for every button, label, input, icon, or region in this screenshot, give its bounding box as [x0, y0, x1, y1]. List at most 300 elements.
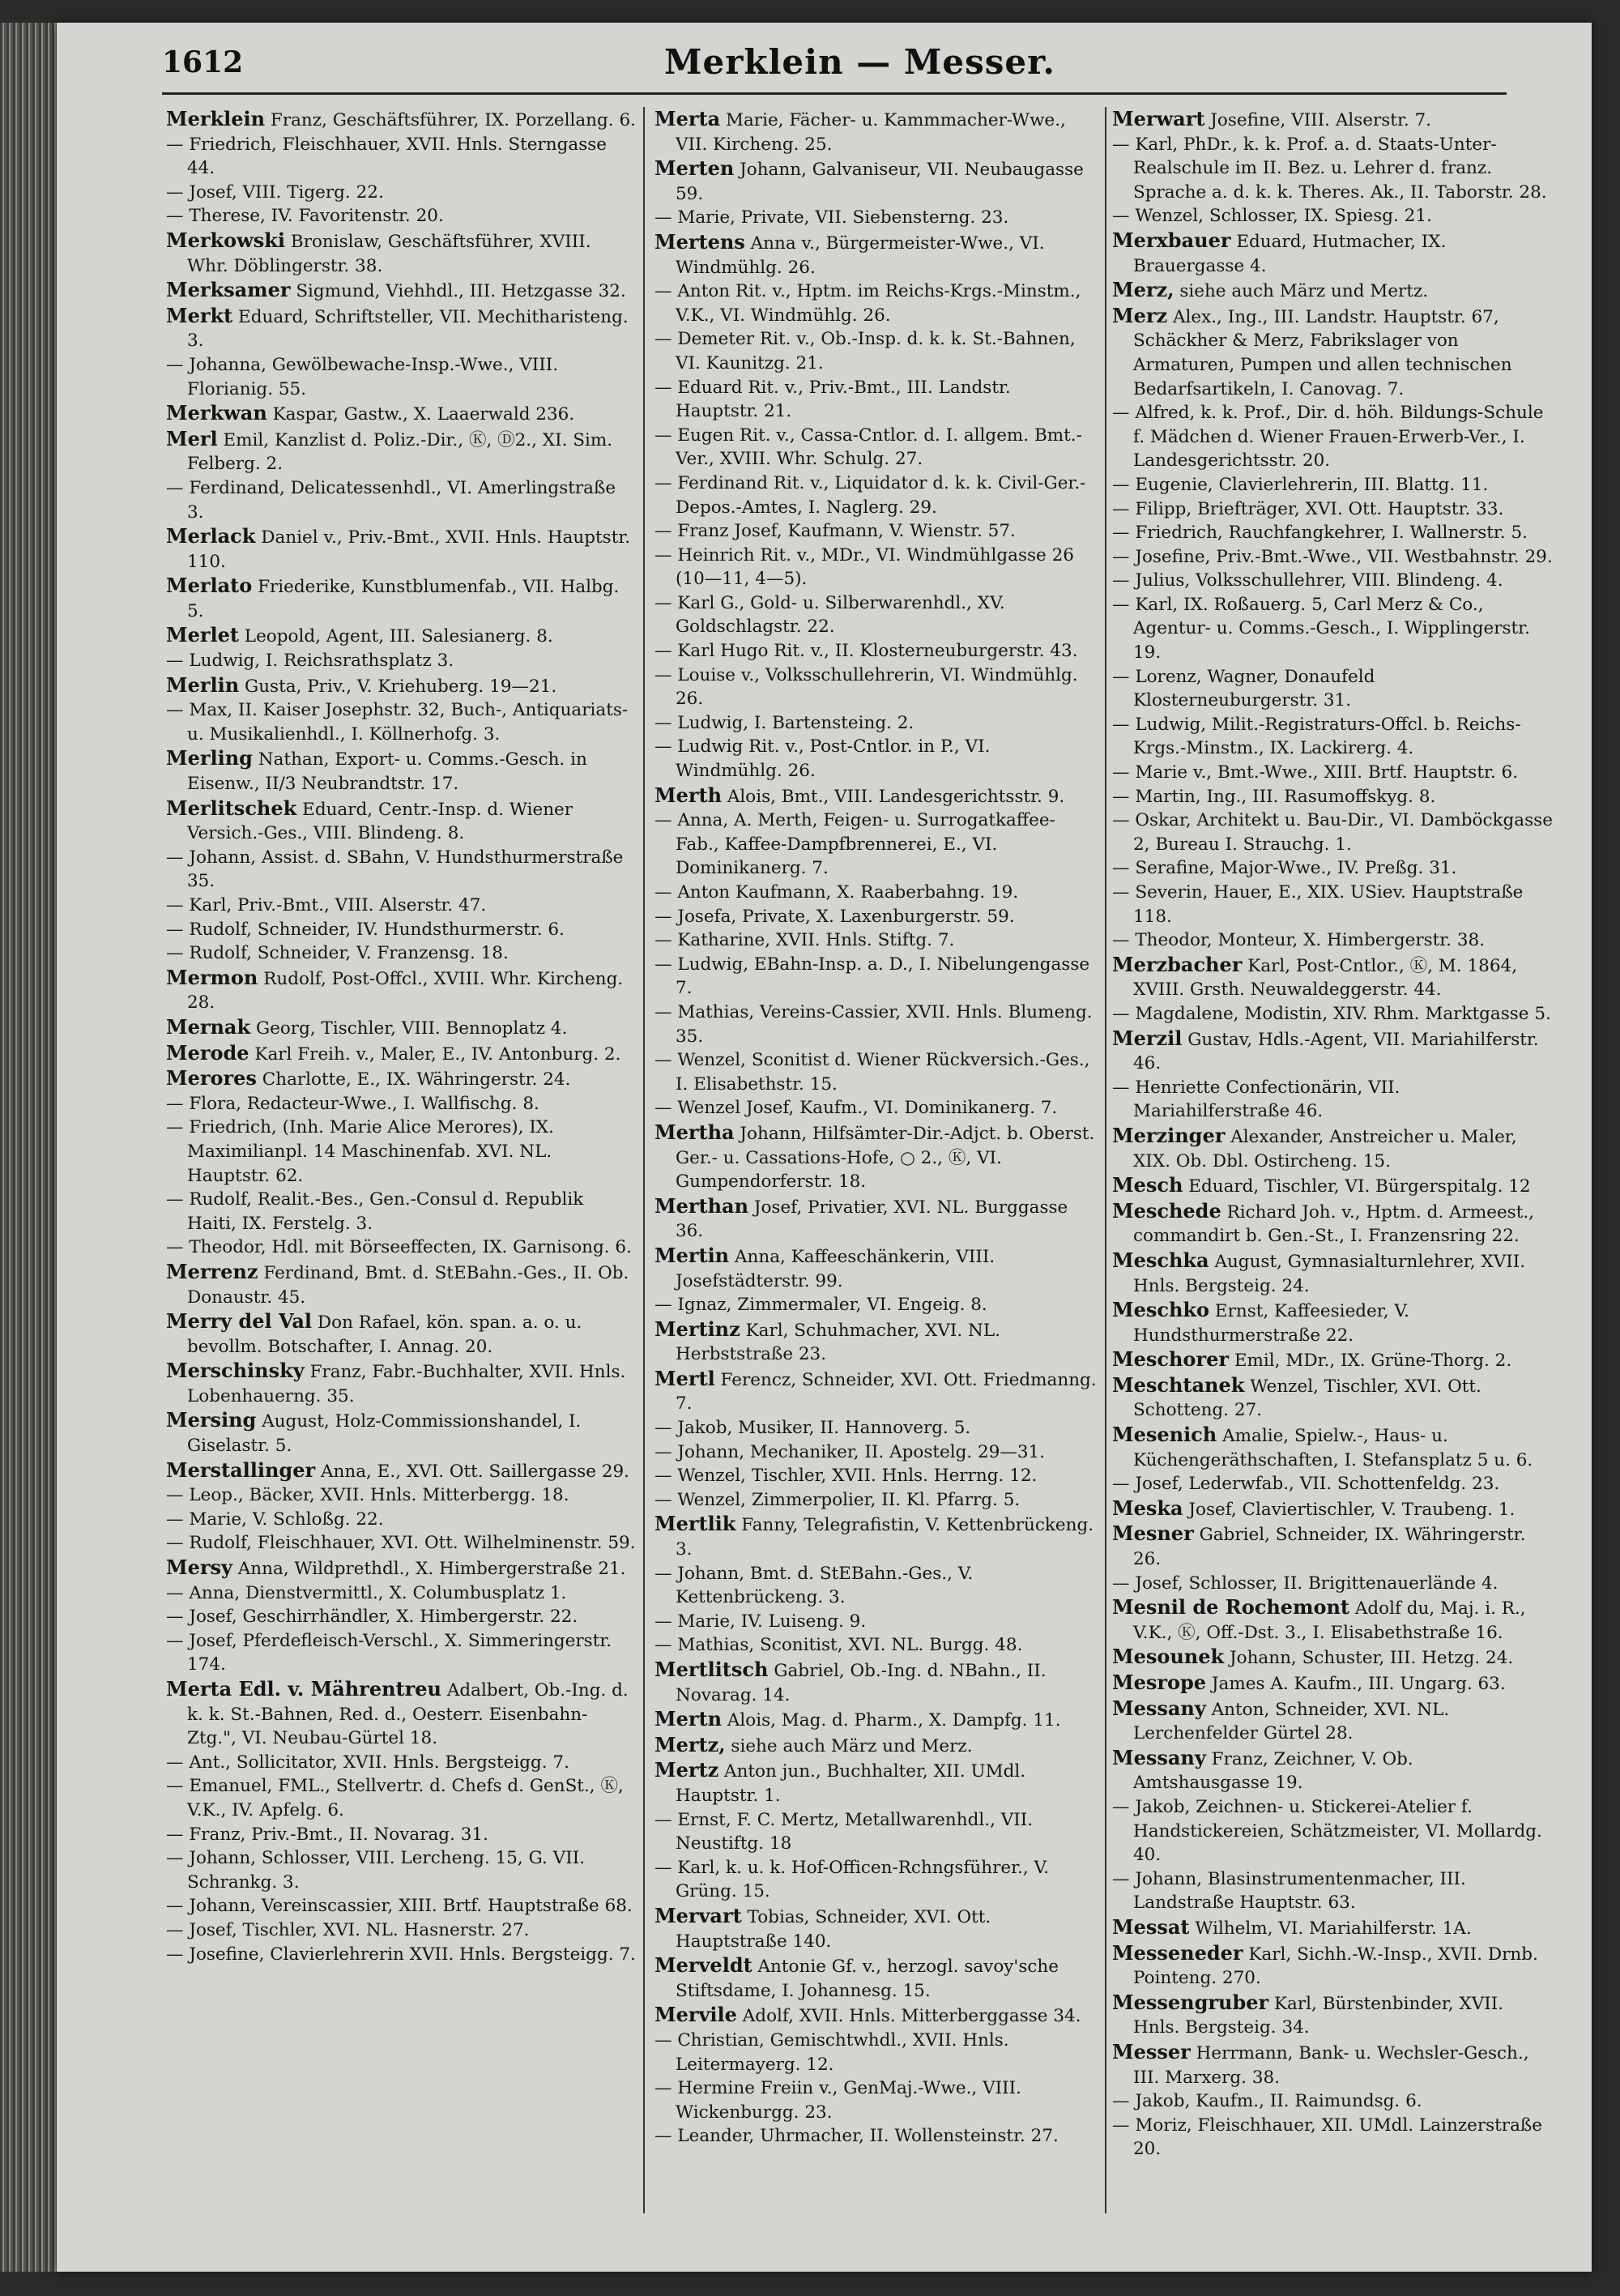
- entry-surname: Merta: [654, 107, 721, 130]
- directory-entry: [1112, 228, 1554, 278]
- directory-entry: [166, 623, 636, 649]
- directory-entry: [654, 1416, 1098, 1440]
- directory-entry: [166, 941, 636, 966]
- entry-details: — Josef, Lederwfab., VII. Schottenfeldg. 23.: [1112, 1474, 1500, 1495]
- entry-details: Alois, Bmt., VIII. Landesgerichtsstr. 9.: [727, 786, 1065, 807]
- directory-entry: [654, 2003, 1098, 2029]
- directory-entry: [166, 846, 636, 894]
- directory-entry: [1112, 1173, 1554, 1199]
- entry-details: — Demeter Rit. v., Ob.-Insp. d. k. k. St.-Bahnen, VI. Kaunitzg. 21.: [654, 329, 1076, 373]
- directory-entry: [654, 1633, 1098, 1658]
- entry-surname: Merling: [166, 746, 253, 770]
- entry-surname: Mertz: [654, 1758, 719, 1782]
- entry-surname: Merkowski: [166, 228, 286, 252]
- entry-surname: Mertens: [654, 229, 745, 254]
- entry-surname: Merzil: [1112, 1026, 1183, 1050]
- entry-details: Eduard, Schriftsteller, VII. Mechitharisteng. 3.: [187, 306, 629, 352]
- book-spine: [0, 23, 57, 2272]
- directory-entry: [654, 905, 1098, 929]
- directory-entry: [1112, 1423, 1554, 1472]
- entry-details: — Johann, Assist. d. SBahn, V. Hundsthurmerstraße 35.: [166, 847, 624, 892]
- entry-details: Emil, MDr., IX. Grüne-Thorg. 2.: [1234, 1351, 1512, 1372]
- entry-details: — Ludwig, I. Reichsrathsplatz 3.: [166, 651, 454, 672]
- directory-entry: [166, 401, 636, 427]
- entry-details: — Ferdinand Rit. v., Liquidator d. k. k. Civil-Ger.-Depos.-Amtes, I. Naglerg. 29.: [654, 472, 1086, 518]
- directory-entry: [654, 1658, 1098, 1707]
- entry-details: Karl, Bürstenbinder, XVII. Hnls. Bergsteig. 34.: [1133, 1993, 1504, 2038]
- entry-details: — Franz, Priv.-Bmt., II. Novarag. 31.: [166, 1824, 488, 1845]
- entry-surname: Merz,: [1112, 278, 1174, 302]
- directory-entry: [166, 278, 636, 304]
- directory-entry: [1112, 809, 1554, 856]
- entry-surname: Merlato: [166, 574, 253, 598]
- directory-entry: [654, 1707, 1098, 1733]
- entry-details: — Anton Kaufmann, X. Raaberbahng. 19.: [654, 882, 1019, 903]
- entry-details: — Ferdinand, Delicatessenhdl., VI. Amerlingstraße 3.: [166, 477, 616, 523]
- entry-details: Eduard, Centr.-Insp. d. Wiener Versich.-Ges., VIII. Blindeng. 8.: [187, 799, 573, 844]
- entry-surname: Messengruber: [1112, 1990, 1269, 2014]
- directory-entry: [1112, 1746, 1554, 1795]
- entry-surname: Mesch: [1112, 1173, 1183, 1197]
- entry-surname: Merschinsky: [166, 1359, 305, 1383]
- directory-entry: [654, 1733, 1098, 1759]
- entry-details: Sigmund, Viehhdl., III. Hetzgasse 32.: [296, 281, 626, 302]
- entry-surname: Merwart: [1112, 107, 1205, 130]
- directory-entry: [1112, 1521, 1554, 1571]
- entry-details: Alois, Mag. d. Pharm., X. Dampfg. 11.: [727, 1710, 1061, 1731]
- entry-details: Adolf du, Maj. i. R., V.K., Ⓚ, Off.-Dst. 3., I. Elisabethstraße 16.: [1133, 1598, 1526, 1643]
- entry-surname: Mesounek: [1112, 1645, 1225, 1669]
- directory-entry: [654, 1610, 1098, 1634]
- directory-entry: [654, 1001, 1098, 1048]
- directory-entry: [166, 1359, 636, 1408]
- entry-details: Johann, Schuster, III. Hetzg. 24.: [1230, 1648, 1514, 1669]
- entry-details: — Franz Josef, Kaufmann, V. Wienstr. 57.: [654, 521, 1016, 542]
- directory-entry: [654, 1488, 1098, 1513]
- entry-details: — Friedrich, Fleischhauer, XVII. Hnls. Sterngasse 44.: [166, 134, 607, 179]
- entry-surname: Merklein: [166, 107, 266, 130]
- directory-entry: [654, 280, 1098, 327]
- entry-surname: Merstallinger: [166, 1457, 316, 1482]
- entry-details: — Max, II. Kaiser Josephstr. 32, Buch-, Antiquariats- u. Musikalienhdl., I. Köllnerhofg. 3.: [166, 700, 629, 745]
- directory-entry: [654, 1048, 1098, 1096]
- entry-surname: Merxbauer: [1112, 228, 1231, 252]
- entry-details: Johann, Hilfsämter-Dir.-Adjct. b. Oberst. Ger.- u. Cassations-Hofe, ○ 2., Ⓚ, VI. Gumpendorferstr. 18.: [676, 1123, 1095, 1193]
- directory-entry: [1112, 665, 1554, 713]
- entry-surname: Meschka: [1112, 1248, 1209, 1272]
- entry-surname: Merksamer: [166, 278, 291, 302]
- directory-entry: [1112, 133, 1554, 205]
- directory-entry: [166, 746, 636, 796]
- entry-details: — Josef, VIII. Tigerg. 22.: [166, 181, 384, 203]
- entry-details: — Karl G., Gold- u. Silberwarenhdl., XV. Goldschlagstr. 22.: [654, 592, 1005, 638]
- entry-surname: Merkwan: [166, 401, 267, 425]
- entry-details: — Therese, IV. Favoritenstr. 20.: [166, 206, 444, 227]
- entry-details: Karl, Post-Cntlor., Ⓚ, M. 1864, XVIII. Grsth. Neuwaldeggerstr. 44.: [1133, 955, 1518, 1001]
- entry-details: — Karl, IX. Roßauerg. 5, Carl Merz & Co., Agentur- u. Comms.-Gesch., I. Wipplingerstr. 19.: [1112, 594, 1530, 664]
- directory-entry: [654, 1512, 1098, 1561]
- entry-details: — Johann, Bmt. d. StEBahn.-Ges., V. Kettenbrückeng. 3.: [654, 1563, 974, 1608]
- directory-entry: [654, 1096, 1098, 1120]
- directory-entry: [1112, 953, 1554, 1002]
- directory-entry: [1112, 2089, 1554, 2114]
- entry-details: — Anton Rit. v., Hptm. im Reichs-Krgs.-Minstm., V.K., VI. Windmühlg. 26.: [654, 281, 1081, 326]
- entry-details: — Karl, k. u. k. Hof-Officen-Rchngsführer., V. Grüng. 15.: [654, 1857, 1050, 1902]
- directory-entry: [654, 107, 1098, 156]
- entry-details: — Magdalene, Modistin, XIV. Rhm. Marktgasse 5.: [1112, 1003, 1551, 1024]
- directory-entry: [1112, 1572, 1554, 1596]
- entry-surname: Messany: [1112, 1745, 1206, 1769]
- directory-entry: [166, 1918, 636, 1943]
- directory-entry: [1112, 401, 1554, 473]
- directory-entry: [654, 1194, 1098, 1244]
- directory-entry: [654, 2076, 1098, 2124]
- directory-entry: [166, 204, 636, 228]
- directory-entry: [1112, 1124, 1554, 1173]
- directory-entry: [1112, 1002, 1554, 1026]
- directory-entry: [166, 894, 636, 918]
- entry-details: August, Gymnasialturnlehrer, XVII. Hnls. Bergsteig. 24.: [1133, 1251, 1526, 1296]
- entry-details: Eduard, Hutmacher, IX. Brauergasse 4.: [1133, 231, 1447, 276]
- entry-details: — Josefine, Clavierlehrerin XVII. Hnls. Bergsteigg. 7.: [166, 1944, 636, 1965]
- entry-details: — Lorenz, Wagner, Donaufeld Klosterneuburgerstr. 31.: [1112, 666, 1375, 711]
- entry-details: — Johann, Vereinscassier, XIII. Brtf. Hauptstraße 68.: [166, 1896, 633, 1917]
- entry-details: Charlotte, E., IX. Währingerstr. 24.: [262, 1069, 571, 1090]
- entry-surname: Merta Edl. v. Mährentreu: [166, 1677, 441, 1701]
- entry-details: — Johanna, Gewölbewache-Insp.-Wwe., VIII. Florianig. 55.: [166, 354, 559, 399]
- entry-details: — Moriz, Fleischhauer, XII. UMdl. Lainzerstraße 20.: [1112, 2115, 1542, 2160]
- entry-details: — Eugen Rit. v., Cassa-Cntlor. d. I. allgem. Bmt.-Ver., XVIII. Whr. Schulg. 27.: [654, 425, 1082, 470]
- directory-entry: [1112, 278, 1554, 304]
- entry-details: — Flora, Redacteur-Wwe., I. Wallfischg. 8.: [166, 1093, 539, 1114]
- directory-entry: [654, 156, 1098, 206]
- directory-entry: [166, 649, 636, 673]
- entry-surname: Merzbacher: [1112, 952, 1243, 976]
- directory-entry: [166, 796, 636, 846]
- entry-details: Anna, E., XVI. Ott. Saillergasse 29.: [320, 1461, 630, 1482]
- entry-details: — Ludwig, EBahn-Insp. a. D., I. Nibelungengasse 7.: [654, 954, 1090, 999]
- directory-entry: [654, 1808, 1098, 1856]
- entry-details: — Josef, Schlosser, II. Brigittenauerlände 4.: [1112, 1573, 1498, 1594]
- directory-entry: [654, 1120, 1098, 1194]
- directory-entry: [1112, 2040, 1554, 2089]
- entry-surname: Mertl: [654, 1366, 715, 1390]
- entry-details: — Ludwig, Milit.-Registraturs-Offcl. b. Reichs-Krgs.-Minstm., IX. Lackirerg. 4.: [1112, 714, 1521, 759]
- entry-surname: Meschko: [1112, 1298, 1210, 1322]
- directory-entry: [166, 1041, 636, 1067]
- entry-details: Daniel v., Priv.-Bmt., XVII. Hnls. Hauptstr. 110.: [187, 527, 631, 572]
- entry-surname: Merth: [654, 783, 723, 807]
- entry-surname: Mervile: [654, 2003, 737, 2027]
- entry-details: Friederike, Kunstblumenfab., VII. Halbg. 5.: [187, 577, 620, 621]
- directory-entry: [654, 664, 1098, 711]
- directory-entry: [654, 206, 1098, 230]
- page-title: Merklein — Messer.: [664, 42, 1055, 82]
- directory-entry: [166, 1092, 636, 1116]
- directory-entry: [654, 1293, 1098, 1317]
- entry-details: — Louise v., Volksschullehrerin, VI. Windmühlg. 26.: [654, 664, 1078, 710]
- entry-details: — Emanuel, FML., Stellvertr. d. Chefs d. GenSt., Ⓚ, V.K., IV. Apfelg. 6.: [166, 1776, 624, 1820]
- column-divider: [643, 107, 645, 2213]
- directory-entry: [654, 1758, 1098, 1807]
- entry-details: — Josef, Geschirrhändler, X. Himbergerstr. 22.: [166, 1607, 578, 1628]
- entry-details: Wilhelm, VI. Mariahilferstr. 1A.: [1195, 1918, 1472, 1939]
- entry-details: Adalbert, Ob.-Ing. d. k. k. St.-Bahnen, Red. d., Oesterr. Eisenbahn-Ztg.", VI. Neubau-Gürtel 18.: [187, 1680, 629, 1749]
- directory-entry: [1112, 1076, 1554, 1124]
- directory-entry: [1112, 569, 1554, 593]
- directory-entry: [654, 809, 1098, 881]
- directory-entry: [654, 881, 1098, 905]
- directory-entry: [654, 1244, 1098, 1293]
- entry-details: — Marie, Private, VII. Siebensterng. 23.: [654, 207, 1009, 228]
- entry-details: Leopold, Agent, III. Salesianerg. 8.: [244, 626, 553, 647]
- directory-entry: [654, 1856, 1098, 1904]
- directory-entry: [654, 953, 1098, 1001]
- entry-details: siehe auch März und Merz.: [731, 1735, 973, 1756]
- entry-surname: Mermon: [166, 965, 258, 989]
- entry-surname: Merlitschek: [166, 796, 297, 820]
- directory-entry: [1112, 1373, 1554, 1423]
- column-2: [654, 107, 1098, 2230]
- entry-surname: Meska: [1112, 1496, 1183, 1520]
- directory-entry: [166, 427, 636, 476]
- directory-entry: [1112, 928, 1554, 953]
- directory-entry: [166, 698, 636, 746]
- directory-entry: [654, 1367, 1098, 1416]
- directory-entry: [1112, 1472, 1554, 1496]
- entry-details: — Marie, IV. Luiseng. 9.: [654, 1611, 867, 1632]
- entry-surname: Merkt: [166, 303, 233, 327]
- directory-entry: [1112, 2114, 1554, 2162]
- directory-entry: [1112, 1991, 1554, 2040]
- directory-entry: [1112, 1867, 1554, 1915]
- entry-details: — Mathias, Vereins-Cassier, XVII. Hnls. Blumeng. 35.: [654, 1001, 1093, 1047]
- entry-surname: Mertz,: [654, 1732, 726, 1756]
- entry-surname: Merry del Val: [166, 1309, 313, 1334]
- entry-details: — Rudolf, Schneider, V. Franzensg. 18.: [166, 943, 509, 964]
- entry-details: Alex., Ing., III. Landstr. Hauptstr. 67, Schäckher & Merz, Fabrikslager von Armaturen, Pumpen und allen technischen Bedarfsartikeln, I. Canovag. 7.: [1133, 306, 1512, 399]
- entry-details: — Ignaz, Zimmermaler, VI. Engeig. 8.: [654, 1295, 987, 1316]
- directory-entry: [1112, 1496, 1554, 1522]
- entry-details: — Ernst, F. C. Mertz, Metallwarenhdl., VII. Neustiftg. 18: [654, 1809, 1034, 1854]
- directory-entry: [166, 574, 636, 623]
- entry-details: Ernst, Kaffeesieder, V. Hundsthurmerstraße 22.: [1133, 1301, 1409, 1346]
- directory-entry: [166, 1188, 636, 1235]
- directory-entry: [1112, 593, 1554, 665]
- entry-surname: Merz: [1112, 303, 1168, 327]
- entry-details: Anton, Schneider, XVI. NL. Lerchenfelder Gürtel 28.: [1133, 1699, 1450, 1744]
- entry-surname: Mertlitsch: [654, 1658, 769, 1681]
- directory-entry: [166, 228, 636, 278]
- entry-details: Don Rafael, kön. span. a. o. u. bevollm. Botschafter, I. Annag. 20.: [187, 1312, 582, 1357]
- entry-details: Emil, Kanzlist d. Poliz.-Dir., Ⓚ, Ⓓ2., XI. Sim. Felberg. 2.: [187, 429, 613, 475]
- directory-entry: [166, 304, 636, 353]
- page-header: [162, 42, 1134, 91]
- directory-entry: [1112, 1645, 1554, 1671]
- entry-details: Nathan, Export- u. Comms.-Gesch. in Eisenw., II/3 Neubrandtstr. 17.: [187, 749, 587, 795]
- column-1: [166, 107, 636, 2230]
- entry-details: Josefine, VIII. Alserstr. 7.: [1210, 110, 1432, 130]
- entry-details: — Karl, PhDr., k. k. Prof. a. d. Staats-Unter-Realschule im II. Bez. u. Lehrer d. franz. Sprache a. d. k. k. Theres. Ak., II. Taborstr. 28.: [1112, 134, 1547, 203]
- entry-surname: Merthan: [654, 1193, 749, 1218]
- directory-entry: [654, 928, 1098, 953]
- entry-details: Anna, Wildprethdl., X. Himbergerstraße 21.: [237, 1559, 626, 1580]
- entry-details: — Katharine, XVII. Hnls. Stiftg. 7.: [654, 930, 955, 951]
- directory-entry: [166, 1823, 636, 1847]
- entry-surname: Meschede: [1112, 1198, 1221, 1223]
- entry-details: — Theodor, Monteur, X. Himbergerstr. 38.: [1112, 930, 1486, 951]
- column-3: [1112, 107, 1554, 2230]
- directory-entry: [1112, 545, 1554, 570]
- directory-entry: [654, 544, 1098, 591]
- entry-details: Gustav, Hdls.-Agent, VII. Mariahilferstr. 46.: [1133, 1029, 1539, 1074]
- entry-surname: Merlack: [166, 524, 256, 548]
- entry-details: — Hermine Freiin v., GenMaj.-Wwe., VIII. Wickenburgg. 23.: [654, 2078, 1021, 2123]
- entry-details: — Johann, Mechaniker, II. Apostelg. 29—31.: [654, 1441, 1046, 1462]
- directory-entry: [654, 711, 1098, 736]
- entry-details: — Friedrich, Rauchfangkehrer, I. Wallnerstr. 5.: [1112, 523, 1528, 544]
- entry-details: Kaspar, Gastw., X. Laaerwald 236.: [272, 404, 575, 425]
- entry-details: Bronislaw, Geschäftsführer, XVIII. Whr. Döblingerstr. 38.: [187, 231, 591, 276]
- entry-details: Gabriel, Ob.-Ing. d. NBahn., II. Novarag. 14.: [676, 1661, 1047, 1705]
- entry-details: Amalie, Spielw.-, Haus- u. Küchengeräthschaften, I. Stefansplatz 5 u. 6.: [1133, 1426, 1533, 1470]
- entry-details: — Eduard Rit. v., Priv.-Bmt., III. Landstr. Hauptstr. 21.: [654, 377, 1011, 422]
- entry-surname: Merrenz: [166, 1259, 258, 1283]
- directory-entry: [1112, 1347, 1554, 1373]
- directory-entry: [1112, 304, 1554, 401]
- directory-entry: [166, 1309, 636, 1359]
- directory-entry: [166, 966, 636, 1015]
- entry-details: Anton jun., Buchhalter, XII. UMdl. Hauptstr. 1.: [676, 1761, 1026, 1806]
- entry-details: — Josefine, Priv.-Bmt.-Wwe., VII. Westbahnstr. 29.: [1112, 546, 1553, 567]
- entry-details: Ferdinand, Bmt. d. StEBahn.-Ges., II. Ob. Donaustr. 45.: [187, 1262, 629, 1308]
- directory-entry: [654, 424, 1098, 472]
- entry-details: Anna v., Bürgermeister-Wwe., VI. Windmühlg. 26.: [676, 233, 1045, 278]
- directory-entry: [1112, 473, 1554, 497]
- entry-details: — Karl Hugo Rit. v., II. Klosterneuburgerstr. 43.: [654, 641, 1078, 662]
- entry-details: — Julius, Volksschullehrer, VIII. Blindeng. 4.: [1112, 570, 1503, 591]
- entry-details: — Anna, A. Merth, Feigen- u. Surrogatkaffee-Fab., Kaffee-Dampfbrennerei, E., VI. Dominikanerg. 7.: [654, 810, 1055, 879]
- directory-entry: [1112, 1671, 1554, 1696]
- entry-surname: Mertin: [654, 1243, 730, 1267]
- directory-entry: [166, 1066, 636, 1092]
- entry-details: — Rudolf, Realit.-Bes., Gen.-Consul d. Republik Haiti, IX. Ferstelg. 3.: [166, 1189, 584, 1234]
- directory-entry: [654, 327, 1098, 375]
- entry-details: — Rudolf, Fleischhauer, XVI. Ott. Wilhelminenstr. 59.: [166, 1533, 636, 1554]
- directory-entry: [654, 1953, 1098, 2003]
- entry-surname: Merlet: [166, 623, 239, 647]
- entry-details: — Christian, Gemischtwhdl., XVII. Hnls. Leitermayerg. 12.: [654, 2029, 1009, 2075]
- entry-details: Ferencz, Schneider, XVI. Ott. Friedmanng. 7.: [676, 1369, 1097, 1415]
- entry-details: Eduard, Tischler, VI. Bürgerspitalg. 12: [1188, 1176, 1531, 1197]
- directory-entry: [166, 1235, 636, 1260]
- directory-entry: [654, 591, 1098, 639]
- directory-entry: [166, 1581, 636, 1606]
- directory-entry: [166, 353, 636, 401]
- entry-surname: Merl: [166, 426, 218, 450]
- entry-details: — Theodor, Hdl. mit Börseeffecten, IX. Garnisong. 6.: [166, 1237, 632, 1258]
- directory-entry: [166, 1894, 636, 1918]
- entry-details: Alexander, Anstreicher u. Maler, XIX. Ob. Dbl. Ostircheng. 15.: [1133, 1126, 1517, 1171]
- entry-details: — Jakob, Zeichnen- u. Stickerei-Atelier f. Handstickereien, Schätzmeister, VI. Mollardg. 40.: [1112, 1796, 1542, 1866]
- entry-details: — Josef, Tischler, XVI. NL. Hasnerstr. 27.: [166, 1919, 530, 1940]
- directory-entry: [1112, 1298, 1554, 1347]
- directory-entry: [1112, 1941, 1554, 1991]
- entry-details: — Ludwig Rit. v., Post-Cntlor. in P., VI. Windmühlg. 26.: [654, 736, 991, 782]
- entry-details: — Rudolf, Schneider, IV. Hundsthurmerstr. 6.: [166, 919, 565, 940]
- directory-entry: [166, 1556, 636, 1581]
- entry-surname: Merlin: [166, 672, 240, 697]
- entry-details: — Marie, V. Schloßg. 22.: [166, 1509, 384, 1530]
- entry-details: — Wenzel, Zimmerpolier, II. Kl. Pfarrg. 5.: [654, 1489, 1021, 1510]
- directory-entry: [166, 1458, 636, 1484]
- entry-surname: Mesenich: [1112, 1423, 1217, 1447]
- entry-details: — Filipp, Briefträger, XVI. Ott. Hauptstr. 33.: [1112, 498, 1504, 519]
- entry-details: Fanny, Telegrafistin, V. Kettenbrückeng. 3.: [676, 1515, 1094, 1560]
- entry-surname: Mersy: [166, 1556, 232, 1580]
- directory-entry: [1112, 521, 1554, 545]
- directory-entry: [654, 1904, 1098, 1953]
- directory-entry: [654, 1562, 1098, 1610]
- entry-details: — Martin, Ing., III. Rasumoffskyg. 8.: [1112, 786, 1436, 807]
- entry-surname: Messat: [1112, 1914, 1190, 1939]
- entry-details: — Friedrich, (Inh. Marie Alice Merores), IX. Maximilianpl. 14 Maschinenfab. XVI. NL. Hauptstr. 62.: [166, 1117, 554, 1186]
- entry-details: — Wenzel, Schlosser, IX. Spiesg. 21.: [1112, 206, 1432, 227]
- directory-entry: [166, 1531, 636, 1556]
- entry-surname: Mervart: [654, 1903, 742, 1927]
- directory-entry: [166, 1605, 636, 1629]
- directory-entry: [1112, 1696, 1554, 1746]
- entry-details: Johann, Galvaniseur, VII. Neubaugasse 59.: [676, 160, 1084, 204]
- entry-surname: Merode: [166, 1040, 249, 1065]
- directory-entry: [1112, 1915, 1554, 1941]
- entry-details: — Heinrich Rit. v., MDr., VI. Windmühlgasse 26 (10—11, 4—5).: [654, 544, 1074, 590]
- directory-entry: [1112, 785, 1554, 809]
- entry-details: Georg, Tischler, VIII. Bennoplatz 4.: [255, 1018, 568, 1039]
- directory-entry: [1112, 1199, 1554, 1248]
- entry-details: — Wenzel Josef, Kaufm., VI. Dominikanerg. 7.: [654, 1098, 1058, 1119]
- entry-details: Gusta, Priv., V. Kriehuberg. 19—21.: [245, 676, 557, 697]
- entry-surname: Mertha: [654, 1120, 735, 1144]
- entry-details: — Severin, Hauer, E., XIX. USiev. Hauptstraße 118.: [1112, 882, 1524, 927]
- entry-surname: Meschorer: [1112, 1347, 1229, 1372]
- entry-details: — Anna, Dienstvermittl., X. Columbusplatz 1.: [166, 1582, 567, 1603]
- directory-entry: [654, 2029, 1098, 2076]
- entry-details: siehe auch März und Mertz.: [1179, 281, 1429, 302]
- directory-entry: [166, 1943, 636, 1967]
- entry-details: — Oskar, Architekt u. Bau-Dir., VI. Damböckgasse 2, Bureau I. Strauchg. 1.: [1112, 810, 1553, 855]
- directory-entry: [166, 1677, 636, 1751]
- entry-surname: Merveldt: [654, 1953, 752, 1978]
- directory-entry: [654, 376, 1098, 424]
- directory-entry: [166, 1846, 636, 1894]
- directory-entry: [654, 735, 1098, 783]
- entry-surname: Mesnil de Rochemont: [1112, 1595, 1350, 1620]
- entry-details: — Ant., Sollicitator, XVII. Hnls. Bergsteigg. 7.: [166, 1752, 569, 1773]
- entry-details: Franz, Zeichner, V. Ob. Amtshausgasse 19.: [1133, 1748, 1413, 1794]
- directory-entry: [1112, 1026, 1554, 1076]
- entry-surname: Mersing: [166, 1408, 257, 1432]
- directory-entry: [654, 1440, 1098, 1465]
- entry-details: — Leop., Bäcker, XVII. Hnls. Mitterbergg. 18.: [166, 1485, 569, 1506]
- directory-entry: [1112, 713, 1554, 761]
- directory-entry: [1112, 204, 1554, 228]
- directory-entry: [654, 519, 1098, 544]
- directory-entry: [654, 1317, 1098, 1367]
- entry-details: — Mathias, Sconitist, XVI. NL. Burgg. 48.: [654, 1635, 1023, 1656]
- directory-entry: [654, 639, 1098, 664]
- entry-surname: Meschtanek: [1112, 1372, 1245, 1397]
